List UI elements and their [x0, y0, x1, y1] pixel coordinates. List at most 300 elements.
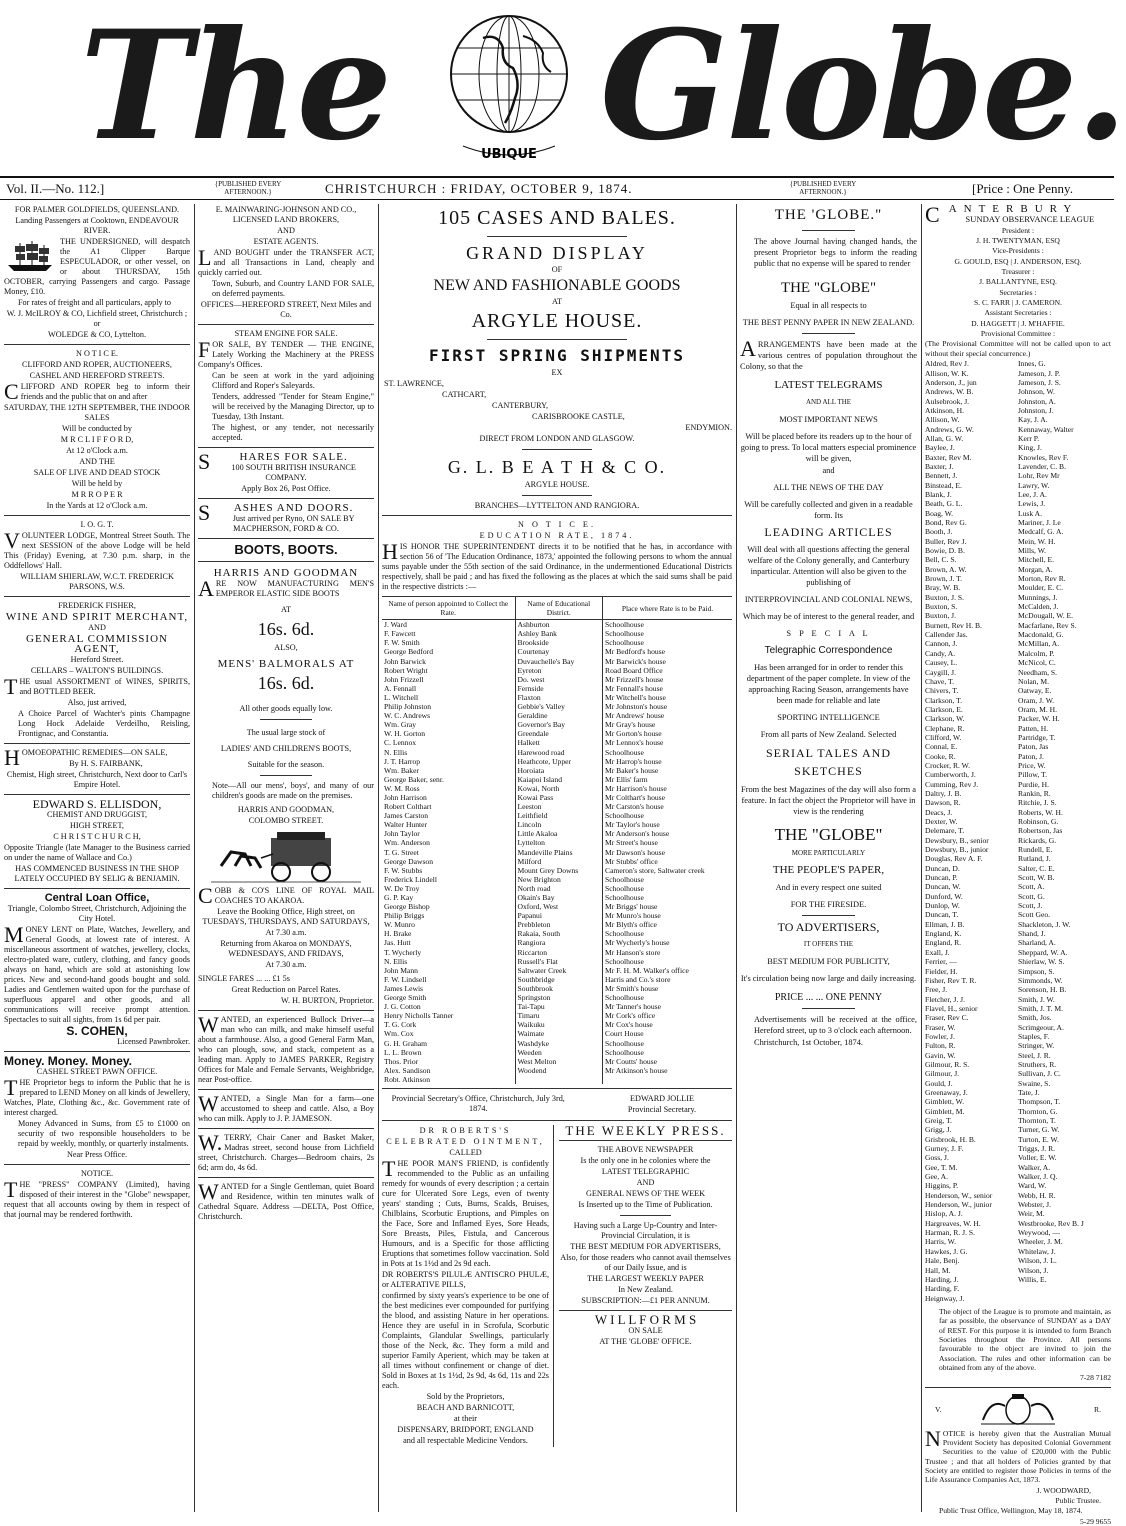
committee-member: Fletcher, J. J.: [925, 994, 965, 1004]
committee-member: Hall, M.: [925, 1265, 951, 1275]
committee-member: Packer, W. H.: [1018, 714, 1060, 724]
table-cell: John Harrison: [384, 792, 427, 802]
money-near: Near Press Office.: [66, 1150, 128, 1159]
table-cell: Schoolhouse: [603, 638, 733, 647]
notice-heading: N O T I C E.: [75, 349, 118, 358]
jollie-role: Provincial Secretary.: [627, 1104, 697, 1114]
table-row: [382, 620, 732, 630]
committee-member: Johnston, J.: [1018, 405, 1054, 415]
committee-member: Walker, A.: [1018, 1162, 1051, 1172]
committee-member: Johnson, W.: [1018, 387, 1055, 397]
committee-member: Gee, T. M.: [925, 1162, 958, 1172]
table-row: [382, 975, 732, 984]
most-important-news: MOST IMPORTANT NEWS: [779, 415, 878, 424]
committee-member: Aldred, Rev J.: [925, 359, 969, 369]
fisher-street: Hereford Street.: [70, 655, 124, 664]
table-cell: L. Witchell: [384, 692, 419, 702]
table-row: [382, 757, 732, 766]
dr-sold: Sold by the Proprietors,: [426, 1391, 505, 1401]
column-rule: [194, 204, 195, 1512]
assistant-names: D. HAGGETT | J. M'HAFFIE.: [971, 318, 1065, 328]
steam-title: STEAM ENGINE FOR SALE.: [234, 329, 338, 338]
committee-member: Oatway, E.: [1018, 686, 1052, 696]
wp-body-2: LATEST TELEGRAPHIC: [601, 1166, 690, 1176]
table-cell: Cameron's store, Saltwater creek: [603, 866, 733, 875]
committee-member: Booth, J.: [925, 527, 953, 537]
committee-member: Webster, J.: [1018, 1200, 1052, 1210]
masthead-title-left: The: [80, 0, 391, 174]
masthead-title-right: Globe.: [600, 0, 1126, 174]
committee-member: Lohr, Rev Mr: [1018, 471, 1060, 481]
table-cell: Mandeville Plains: [515, 848, 603, 857]
committee-member: Baxter, J.: [925, 461, 954, 471]
committee-member: Clifford, W.: [925, 732, 962, 742]
hg-other: All other goods equally low.: [239, 704, 333, 713]
committee-member: Baxter, Rev M.: [925, 452, 972, 462]
committee-member: Fulton, R.: [925, 1041, 956, 1051]
table-cell: Gebbie's Valley: [515, 702, 603, 711]
committee-member: Scott, G.: [1018, 891, 1045, 901]
wanted-1: WANTED, an experienced Bullock Driver—a man who can milk, and make himself useful about a farmhouse. Also, a good General Farm Man, who can plough, sow, and stack, competent as a leading man. Apply to JAMES PARKER, Registry Offices for Male and Female Servants, Weighbridge, near Post-office.: [198, 1012, 374, 1084]
table-header: Place where Rate is to be Paid.: [603, 597, 733, 620]
amp-signature: J. WOODWARD,: [1036, 1485, 1091, 1495]
table-cell: Southbridge: [515, 975, 603, 984]
committee-member: Salter, C. E.: [1018, 863, 1055, 873]
committee-member: Gimblett, M.: [925, 1106, 965, 1116]
committee-member: Oram, J. W.: [1018, 695, 1055, 705]
ship-name-4: CARISBROOKE CASTLE,: [532, 412, 625, 421]
secretary-office: Provincial Secretary's Office, Christchurch, July 3rd, 1874.: [391, 1093, 565, 1113]
table-cell: Mr Colthart's house: [603, 793, 733, 802]
table-cell: F. W. Smith: [384, 638, 420, 648]
issue-date: Christchurch, 1st October, 1874.: [754, 1038, 863, 1047]
committee-member: England, K.: [925, 929, 962, 939]
table-cell: W. Munro: [384, 920, 415, 930]
table-row: [382, 748, 732, 757]
table-cell: Ashley Bank: [515, 629, 603, 638]
and-all-the: AND ALL THE: [805, 398, 852, 406]
committee-member: Smith, J. W.: [1018, 994, 1055, 1004]
committee-member: Clarkson, E.: [925, 704, 963, 714]
table-row: [382, 720, 732, 729]
advertisements-received: Advertisements will be received at the office, Hereford street, up to 3 o'clock each afternoon.: [754, 1015, 917, 1035]
committee-member: Price, W.: [1018, 760, 1046, 770]
table-cell: Mr Harrison's house: [603, 784, 733, 793]
table-cell: G. P. Kay: [384, 893, 414, 902]
table-cell: Washdyke: [515, 1039, 603, 1048]
committee-member: Kay, J. A.: [1018, 415, 1048, 425]
all-news: ALL THE NEWS OF THE DAY: [773, 483, 884, 492]
committee-member: Innes, G.: [1018, 359, 1046, 369]
table-cell: John Frizzell: [384, 674, 424, 684]
table-row: [382, 829, 732, 838]
committee-member: Harris, W.: [925, 1237, 957, 1247]
serial-tales: SERIAL TALES AND SKETCHES: [765, 746, 892, 778]
committee-member: Fraser, W.: [925, 1022, 956, 1032]
cobb-title: COBB & CO'S LINE OF ROYAL MAIL COACHES TO AKAROA.: [198, 883, 374, 908]
cobb-signature: W. H. BURTON, Proprietor.: [281, 996, 374, 1005]
globe-title-1: THE 'GLOBE.": [774, 207, 883, 223]
clifford-saturday: SATURDAY, THE 12TH SEPTEMBER, THE INDOOR SALES: [4, 403, 190, 422]
sashes-body: Just arrived per Ryno, ON SALE BY MACPHERSON, FORD & CO.: [232, 514, 355, 533]
amp-role: Public Trustee.: [1055, 1496, 1101, 1506]
column-4: [740, 204, 917, 1514]
table-cell: Eyreton: [515, 666, 603, 675]
will-forms-title: W I L L F O R M S: [594, 1311, 697, 1327]
table-cell: George Bedford: [384, 647, 433, 657]
weekly-press-ad: [554, 1122, 732, 1447]
committee-member: Anderson, J., jun: [925, 377, 977, 387]
mj-and: AND: [277, 226, 295, 235]
table-cell: Mr Gray's house: [603, 720, 733, 729]
committee-member: Smith, J. T. M.: [1018, 1003, 1064, 1013]
table-header: Name of person appointed to Collect the Rate.: [382, 597, 515, 620]
table-cell: Mr Cox's house: [603, 1020, 733, 1029]
masthead-motto: UBIQUE: [481, 147, 537, 162]
column-rule: [921, 204, 922, 1512]
telegraphic-correspondence: Telegraphic Correspondence: [764, 645, 893, 656]
committee-member: Simmonds, W.: [1018, 975, 1063, 985]
committee-member: Buxton, S.: [925, 602, 958, 612]
direct-from: DIRECT FROM LONDON AND GLASGOW.: [479, 434, 635, 443]
dateline: [0, 176, 1114, 200]
ellisdon-city: C H R I S T C H U R C H,: [53, 832, 141, 841]
committee-member: Buxton, J.: [925, 611, 957, 621]
committee-member: Staples, F.: [1018, 1031, 1050, 1041]
table-cell: Rakaia, South: [515, 929, 603, 938]
table-cell: Little Akaloa: [515, 829, 603, 838]
table-cell: Riccarton: [515, 948, 603, 957]
wp-title: THE WEEKLY PRESS.: [565, 1122, 726, 1138]
cobb-time-2: At 7.30 a.m.: [265, 960, 307, 969]
mj-estate: ESTATE AGENTS.: [253, 237, 319, 246]
committee-member: Fielder, H.: [925, 966, 958, 976]
committee-member: Weir, M.: [1018, 1209, 1045, 1219]
clifford-held: Will be held by: [71, 479, 123, 488]
of-text: OF: [551, 265, 563, 274]
shares-apply: Apply Box 26, Post Office.: [241, 484, 331, 493]
table-cell: Prebbleton: [515, 920, 603, 929]
table-cell: Rangiora: [515, 938, 603, 947]
table-cell: Harris and Co.'s store: [603, 975, 733, 984]
table-row: [382, 966, 732, 975]
hg-ladies: LADIES' AND CHILDREN'S BOOTS,: [220, 744, 352, 753]
table-cell: Milford: [515, 857, 603, 866]
vr-right: R.: [1094, 1404, 1101, 1414]
table-row: [382, 866, 732, 875]
committee-member: Buxton, J. S.: [925, 592, 965, 602]
table-cell: Woodend: [515, 1066, 603, 1075]
table-cell: Southbrook: [515, 984, 603, 993]
coach-illustration-icon: [211, 828, 361, 884]
committee-member: Buller, Rev J.: [925, 536, 967, 546]
clifford-body: CLIFFORD AND ROPER beg to inform their friends and the public that on and after: [4, 379, 190, 404]
table-row: [382, 738, 732, 747]
committee-member: Stringer, W.: [1018, 1041, 1055, 1051]
table-row: [382, 657, 732, 666]
committee-member: Exall, J.: [925, 947, 950, 957]
table-row: [382, 802, 732, 811]
committee-member: Atkinson, H.: [925, 405, 965, 415]
table-row: [382, 984, 732, 993]
peoples-paper: THE PEOPLE'S PAPER,: [772, 864, 885, 876]
table-row: [382, 675, 732, 684]
committee-member: Mein, W. H.: [1018, 536, 1056, 546]
loan-body: MONEY LENT on Plate, Watches, Jewellery, and General Goods, at lowest rate of interest. A miscellaneous assortment of watches, jewellery, clocks, electro-plated ware, cutlery, clothing, and fancy goods always on hand, which are sold at astonishing low prices. New and second-hand goods bought and sold. Ladies and Gentlemen waited upon for the purchase of superfluous apparel and other goods, and all communications will receive prompt attention. Spectacles to suit all sights, from 1s 6d per pair.: [4, 922, 190, 1024]
table-cell: Oxford, West: [515, 902, 603, 911]
committee-member: Swaine, S.: [1018, 1078, 1051, 1088]
table-cell: Mr Ellis' farm: [603, 775, 733, 784]
table-row: [382, 902, 732, 911]
committee-member: Allan, G. W.: [925, 433, 964, 443]
branches: BRANCHES—LYTTELTON AND RANGIORA.: [474, 501, 640, 510]
loan-name: S. COHEN,: [66, 1024, 128, 1038]
table-cell: George Smith: [384, 993, 427, 1003]
committee-member: Bowie, D. B.: [925, 546, 965, 556]
committee-member: Harman, R. J. S.: [925, 1228, 975, 1238]
committee-member: Andrews, W. B.: [925, 387, 974, 397]
every-respect: And in every respect one suited: [775, 883, 882, 892]
table-cell: Schoolhouse: [603, 875, 733, 884]
table-row: [382, 729, 732, 738]
table-cell: Mount Grey Downs: [515, 866, 603, 875]
table-cell: Walter Hunter: [384, 820, 428, 830]
clifford-and: AND THE: [79, 457, 115, 466]
table-cell: Lincoln: [515, 820, 603, 829]
palmer-subtitle: Landing Passengers at Cooktown, ENDEAVOUR RIVER.: [15, 216, 179, 235]
beath-house: ARGYLE HOUSE.: [524, 480, 590, 489]
table-row: [382, 702, 732, 711]
wp-and: AND: [636, 1177, 655, 1187]
committee-member: Duncan, D.: [925, 863, 960, 873]
table-cell: F. W. Lindsell: [384, 974, 427, 984]
committee-member: Tate, J.: [1018, 1087, 1040, 1097]
table-cell: A. Fennall: [384, 683, 417, 693]
committee-member: Oram, M. H.: [1018, 704, 1058, 714]
table-row: [382, 1011, 732, 1020]
palmer-agent-1: W. J. McILROY & CO, Lichfield street, Christchurch ; or: [6, 309, 188, 328]
cobb-reduction: Great Reduction on Parcel Rates.: [231, 985, 341, 994]
hg-note: Note—All our mens', boys', and many of our children's goods are made on the premises.: [212, 781, 374, 800]
table-cell: Kaiapoi Island: [515, 775, 603, 784]
beath-name: G. L. B E A T H & C O.: [447, 457, 667, 477]
table-cell: Mr Coutts' house: [603, 1057, 733, 1066]
committee-member: Rutland, J.: [1018, 854, 1051, 864]
league-subtitle: SUNDAY OBSERVANCE LEAGUE: [965, 214, 1095, 225]
committee-member: Connal, E.: [925, 742, 958, 752]
table-cell: Schoolhouse: [603, 629, 733, 638]
mj-title: E. MAINWARING-JOHNSON AND CO., LICENSED LAND BROKERS,: [215, 205, 357, 224]
committee-member: Hale, Benj.: [925, 1256, 960, 1266]
amp-ref: 5-29 9655: [1079, 1516, 1111, 1526]
homoeo-by: By H. S. FAIRBANK,: [69, 759, 143, 768]
table-row: [382, 911, 732, 920]
committee-member: Boag, W.: [925, 508, 954, 518]
committee-member: Bennett, J.: [925, 471, 958, 481]
committee-member: Hislop, A. J.: [925, 1209, 963, 1219]
committee-member: Patten, H.: [1018, 723, 1049, 733]
table-cell: W. M. Ross: [384, 783, 420, 793]
table-cell: Flaxton: [515, 693, 603, 702]
committee-member: Lusk A.: [1018, 508, 1043, 518]
committee-member: Cumberworth, J.: [925, 770, 976, 780]
committee-member: Jameson, J. S.: [1018, 377, 1061, 387]
cobb-return: Returning from Akaroa on MONDAYS, WEDNESDAYS, AND FRIDAYS,: [220, 939, 352, 958]
committee-member: Bond, Rev G.: [925, 518, 967, 527]
committee-member: Pillow, T.: [1018, 770, 1047, 780]
table-cell: Mr Briggs' house: [603, 902, 733, 911]
table-cell: Frederick Lindell: [384, 874, 437, 884]
table-row: [382, 1075, 732, 1084]
fireside: FOR THE FIRESIDE.: [790, 900, 867, 909]
clifford-address: CASHEL AND HEREFORD STREETS.: [29, 371, 165, 380]
committee-member: King, J.: [1018, 443, 1042, 453]
committee-member: Sheppard, W. A.: [1018, 947, 1068, 957]
wp-body-8: THE LARGEST WEEKLY PAPER: [587, 1273, 704, 1283]
table-cell: Schoolhouse: [603, 929, 733, 938]
committee-member: Malcolm, P.: [1018, 648, 1055, 658]
cobb-fares: SINGLE FARES ... ... £1 5s: [198, 974, 290, 983]
table-row: [382, 711, 732, 720]
palmer-title: FOR PALMER GOLDFIELDS, QUEENSLAND.: [14, 205, 180, 214]
education-body: HIS HONOR THE SUPERINTENDENT directs it to be notified that he has, in accordance with section 56 of 'The Education Ordinance, 1873,' appointed the following persons to whom the annual sums payable under the 55th section of the said Ordinance, in the undermentioned Educational Districts respectively, shall be paid ; and has fixed the following as the places at which the said sums shall be paid in the respective districts :—: [382, 539, 732, 591]
wp-subscription: SUBSCRIPTION:—£1 PER ANNUM.: [581, 1295, 710, 1305]
committee-member: Partridge, T.: [1018, 732, 1056, 742]
committee-member: Lawry, W.: [1018, 480, 1050, 490]
table-cell: J. Ward: [384, 620, 407, 630]
iogt-names: WILLIAM SHIERLAW, W.C.T. FREDERICK PARSONS, W.S.: [20, 572, 174, 591]
committee-member: Deacs, J.: [925, 807, 953, 817]
fisher-title: FREDERICK FISHER,: [58, 601, 136, 610]
committee-member: Purdie, H.: [1018, 779, 1050, 789]
committee-member: Robertson, Jas: [1018, 826, 1063, 836]
table-cell: Robert Colthart: [384, 802, 432, 812]
table-cell: James Carston: [384, 811, 429, 821]
committee-member: Struthers, R.: [1018, 1059, 1057, 1069]
column-5: [925, 202, 1111, 1526]
committee-member: Lee, J. A.: [1018, 489, 1047, 499]
committee-member: Shackleton, J. W.: [1018, 919, 1071, 929]
committee-member: Mills, W.: [1018, 546, 1047, 556]
committee-member: Jameson, J. P.: [1018, 368, 1060, 378]
best-medium: BEST MEDIUM FOR PUBLICITY,: [767, 957, 890, 966]
committee-member: Clarkson, W.: [925, 714, 965, 724]
secretaries-names: S. C. FARR | J. CAMERON.: [973, 298, 1063, 308]
table-cell: Tai-Tapu: [515, 1002, 603, 1011]
table-cell: Mr Barwick's house: [603, 657, 733, 666]
committee-member: Harding, F.: [925, 1284, 960, 1294]
committee-member: Wilson, J.: [1018, 1265, 1049, 1275]
table-cell: Thos. Prior: [384, 1056, 419, 1066]
table-cell: George Baker, senr.: [384, 774, 444, 784]
committee-member: Baylee, J.: [925, 443, 955, 453]
interest: Which may be of interest to the general reader, and: [742, 612, 915, 621]
table-cell: New Brighton: [515, 875, 603, 884]
committee-member: Delemare, T.: [925, 826, 965, 836]
table-cell: Mr Harrop's house: [603, 757, 733, 766]
more-particularly: MORE PARTICULARLY: [791, 849, 866, 857]
table-cell: Mr Andrews' house: [603, 711, 733, 720]
grand-display: GRAND DISPLAY: [466, 243, 648, 263]
committee-member: Shand, J.: [1018, 929, 1046, 939]
committee-member: Scott Geo.: [1018, 910, 1051, 920]
table-row: [382, 857, 732, 866]
committee-member: Grigg, J.: [925, 1125, 952, 1135]
table-row: [382, 1057, 732, 1066]
circulation: It's circulation being now large and daily increasing.: [740, 974, 917, 983]
treasurer-name: J. BALLANTYNE, ESQ.: [979, 277, 1057, 287]
table-cell: Wm. Baker: [384, 765, 420, 775]
committee-member: Cannon, J.: [925, 639, 958, 649]
dr-pills: DR ROBERTS'S PILULÆ ANTISCRO PHULÆ, or ALTERATIVE PILLS,: [382, 1269, 549, 1289]
ex-text: EX: [551, 368, 563, 377]
committee-member: Smith, Jos.: [1018, 1013, 1052, 1023]
placed-before: Will be placed before its readers up to the hour of going to press. To local matters especial prominence will be given,: [740, 432, 917, 463]
dr-roberts-ad: [382, 1125, 554, 1447]
dr-body: THE POOR MAN'S FRIEND, is confidently recommended to the Public as an unfailing remedy for wounds of every description ; a certain cure for Ulcerated Sore Legs, even of twenty years' standing ; Cuts, Burns, Scalds, Bruises, Chilblains, Scorbutic Eruptions, and Pimples on the Face, Sore and Inflamed Eyes, Sore Heads, Sore Breasts, Piles, Fistula, and Cancerous Humours, and is a Specific for those afflicting Eruptions that sometimes follow vaccination. Sold in Pots at 1s 1½d and 2s 9d each.: [382, 1155, 549, 1268]
table-cell: W. De Troy: [384, 883, 420, 893]
table-cell: Mr Tanner's house: [603, 1002, 733, 1011]
palmer-body: THE UNDERSIGNED, will despatch the A1 Clipper Barque ESPECULADOR, or other vessel, on or about THURSDAY, 15th OCTOBER, carrying Passengers and cargo. Passage Money, £10.: [4, 237, 190, 296]
hg-at: AT: [280, 605, 291, 614]
committee-member: Moulder, E. C.: [1018, 583, 1064, 593]
committee-member: Paton, Jas: [1018, 742, 1049, 752]
ship-name-1: ST. LAWRENCE,: [384, 379, 444, 388]
amp-body: NOTICE is hereby given that the Australian Mutual Provident Society has deposited Colonial Government Securities to the value of £20,000 with the Public Trustee ; and that all holders of Policies granted by that Society are entitled to register those Policies in terms of the Life Assurance Companies Act, 1873.: [925, 1425, 1111, 1485]
table-cell: Greendale: [515, 729, 603, 738]
table-cell: Kowai Pass: [515, 793, 603, 802]
notice-heading: N O T I C E.: [517, 520, 596, 529]
table-row: [382, 775, 732, 784]
committee-member: Dewsbury, B., junior: [925, 845, 989, 855]
column-rule: [736, 204, 737, 1512]
dr-called: CALLED: [449, 1147, 482, 1157]
arranged: Has been arranged for in order to render this department of the paper complete. In view of the approaching Racing Season, arrangements have been made for reliable and late: [746, 663, 911, 705]
vp-names: G. GOULD, ESQ | J. ANDERSON, ESQ.: [954, 256, 1082, 266]
boots-title: BOOTS, BOOTS.: [234, 542, 338, 557]
committee-member: Dewsbury, B., senior: [925, 835, 989, 845]
dr-pills-body: confirmed by sixty years's experience to be one of the best medicines ever compounded for purifying the blood, and assisting Nature in her operations. Hence they are useful in in Scrofula, Scorbutic Complaints, Glandular Swellings, particularly those of the Neck, &c. They form a mild and superior Family Aperient, which may be taken at all times without confinement or change of diet. Sold in Boxes at 1s 1½d, 2s 9d, 4s 6d, 11s and 22s each.: [382, 1290, 549, 1390]
table-cell: Schoolhouse: [603, 884, 733, 893]
publish-note-left: {PUBLISHED EVERY AFTERNOON.}: [214, 180, 282, 196]
homoeo-chemist: Chemist, High street, Christchurch, Next door to Carl's Empire Hotel.: [6, 770, 188, 789]
globe-title-3: THE "GLOBE": [774, 825, 883, 844]
hg-signature: HARRIS AND GOODMAN,: [237, 805, 335, 814]
committee-member: Rickards, G.: [1018, 835, 1057, 845]
secretaries-label: Secretaries :: [999, 287, 1037, 297]
table-cell: Mr Atkinson's house: [603, 1066, 733, 1075]
jollie-name: EDWARD JOLLIE: [630, 1093, 694, 1103]
table-cell: N. Ellis: [384, 956, 408, 966]
wp-body-9: In New Zealand.: [618, 1284, 673, 1294]
table-row: [382, 838, 732, 847]
mj-offices: OFFICES—HEREFORD STREET, Next Miles and Co.: [200, 300, 372, 319]
committee-member: Dexter, W.: [925, 817, 958, 826]
publish-note-right: {PUBLISHED EVERY AFTERNOON.}: [789, 180, 857, 196]
committee-member: Candy, A.: [925, 648, 956, 658]
wp-body-6: THE BEST MEDIUM FOR ADVERTISERS,: [570, 1241, 721, 1251]
committee-member: Douglas, Rev A. F.: [925, 854, 983, 864]
table-row: [382, 875, 732, 884]
dr-at: at their: [454, 1413, 477, 1423]
committee-left: [925, 359, 1018, 1303]
deal-with: Will deal with all questions affecting the general welfare of the Colony generally, and Canterbury inparticular. Attention will also be given to the publishing of: [747, 545, 910, 587]
committee-member: Greenaway, J.: [925, 1087, 968, 1097]
league-ref: 7-28 7182: [1079, 1373, 1111, 1383]
committee-member: Turner, G. W.: [1018, 1125, 1060, 1135]
committee-member: Higgins, P.: [925, 1181, 959, 1191]
clifford-live: SALE OF LIVE AND DEAD STOCK: [33, 468, 161, 477]
